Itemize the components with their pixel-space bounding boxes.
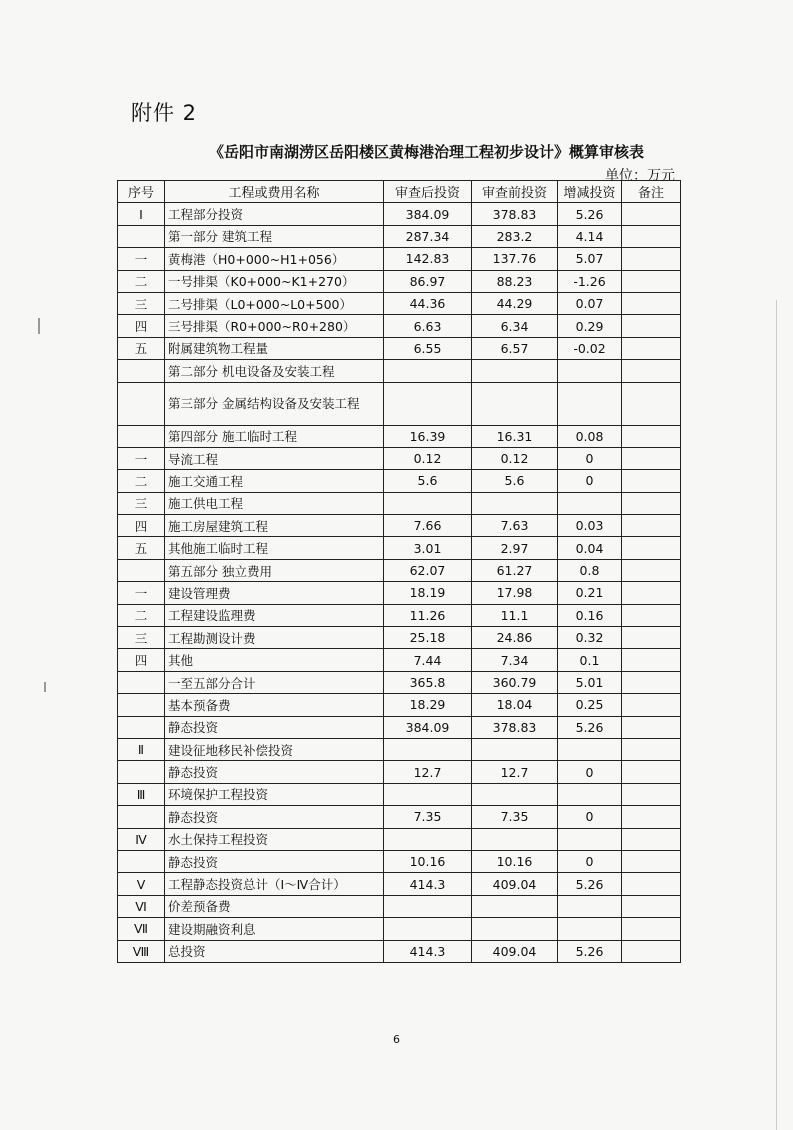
table-row [118,694,681,716]
table-row [118,671,681,693]
row-name: 第三部分 金属结构设备及安装工程 [165,382,384,425]
table-row [118,315,681,337]
row-before: 7.34 [472,649,558,671]
row-after: 10.16 [384,850,472,872]
row-after: 11.26 [384,604,472,626]
row-seq [118,716,165,738]
row-before: 12.7 [472,761,558,783]
row-change: 0.32 [558,627,622,649]
row-remark [622,895,681,917]
row-remark [622,806,681,828]
table-row [118,940,681,962]
row-change [558,918,622,940]
row-name: 建设期融资利息 [165,918,384,940]
row-after: 365.8 [384,671,472,693]
row-before: 137.76 [472,248,558,270]
row-change: 0.1 [558,649,622,671]
row-remark [622,671,681,693]
row-name: 其他施工临时工程 [165,537,384,559]
row-remark [622,292,681,314]
row-name: 一至五部分合计 [165,671,384,693]
table-row [118,382,681,425]
row-name: 第二部分 机电设备及安装工程 [165,360,384,382]
row-change: 0.04 [558,537,622,559]
row-change: 0 [558,470,622,492]
row-change: 4.14 [558,225,622,247]
table-body [118,203,681,963]
header-remark: 备注 [622,181,681,203]
row-remark [622,940,681,962]
row-seq: 二 [118,604,165,626]
row-seq: 五 [118,537,165,559]
row-remark [622,716,681,738]
row-remark [622,425,681,447]
row-before [472,492,558,514]
row-remark [622,337,681,359]
row-name: 工程部分投资 [165,203,384,225]
row-name: 静态投资 [165,806,384,828]
table-row [118,783,681,805]
row-change [558,783,622,805]
row-change [558,492,622,514]
row-change: 5.26 [558,873,622,895]
row-name: 二号排渠（L0+000~L0+500） [165,292,384,314]
row-remark [622,270,681,292]
row-change: 0.29 [558,315,622,337]
row-after [384,918,472,940]
row-before: 409.04 [472,940,558,962]
table-row [118,447,681,469]
row-remark [622,627,681,649]
row-after [384,492,472,514]
row-name: 建设征地移民补偿投资 [165,738,384,760]
row-remark [622,315,681,337]
row-name: 静态投资 [165,761,384,783]
row-before [472,382,558,425]
row-seq [118,225,165,247]
row-after: 6.63 [384,315,472,337]
row-remark [622,248,681,270]
row-seq: 二 [118,270,165,292]
row-name: 工程勘测设计费 [165,627,384,649]
table-row [118,716,681,738]
row-change: 0 [558,806,622,828]
row-after: 18.29 [384,694,472,716]
row-before [472,738,558,760]
row-remark [622,203,681,225]
row-remark [622,850,681,872]
row-before: 409.04 [472,873,558,895]
row-change: 0 [558,761,622,783]
row-seq: 一 [118,447,165,469]
row-name: 第一部分 建筑工程 [165,225,384,247]
row-change: 5.26 [558,940,622,962]
table-row [118,918,681,940]
row-after: 6.55 [384,337,472,359]
header-name: 工程或费用名称 [165,181,384,203]
row-remark [622,447,681,469]
row-name: 施工供电工程 [165,492,384,514]
row-before: 16.31 [472,425,558,447]
table-row [118,559,681,581]
row-change [558,895,622,917]
row-before: 0.12 [472,447,558,469]
table-row [118,828,681,850]
page-number: 6 [393,1033,400,1046]
row-before: 7.35 [472,806,558,828]
row-remark [622,225,681,247]
row-change: 0.03 [558,515,622,537]
row-seq: 一 [118,582,165,604]
row-seq: 四 [118,515,165,537]
row-seq [118,360,165,382]
row-seq [118,671,165,693]
row-after: 414.3 [384,873,472,895]
row-remark [622,515,681,537]
row-name: 建设管理费 [165,582,384,604]
row-name: 施工房屋建筑工程 [165,515,384,537]
row-change [558,360,622,382]
row-before: 11.1 [472,604,558,626]
table-row [118,738,681,760]
scan-mark [776,300,777,1130]
row-seq [118,850,165,872]
row-before: 360.79 [472,671,558,693]
row-remark [622,582,681,604]
row-after: 25.18 [384,627,472,649]
row-after: 18.19 [384,582,472,604]
table-row [118,337,681,359]
row-after: 0.12 [384,447,472,469]
row-after [384,738,472,760]
row-name: 黄梅港（H0+000~H1+056） [165,248,384,270]
table-row [118,873,681,895]
row-before: 18.04 [472,694,558,716]
row-change: -1.26 [558,270,622,292]
row-change: 5.01 [558,671,622,693]
table-row [118,492,681,514]
row-name: 工程建设监理费 [165,604,384,626]
table-header-row [118,181,681,203]
row-before: 44.29 [472,292,558,314]
row-after: 62.07 [384,559,472,581]
row-seq: 一 [118,248,165,270]
row-before: 283.2 [472,225,558,247]
table-row [118,627,681,649]
row-change: 0.07 [558,292,622,314]
row-name: 三号排渠（R0+000~R0+280） [165,315,384,337]
row-after: 16.39 [384,425,472,447]
row-remark [622,828,681,850]
row-change: 0 [558,850,622,872]
row-remark [622,537,681,559]
scan-mark [44,682,46,692]
row-remark [622,604,681,626]
row-remark [622,738,681,760]
row-after: 12.7 [384,761,472,783]
row-change [558,382,622,425]
row-remark [622,783,681,805]
row-before: 6.57 [472,337,558,359]
row-seq: 四 [118,649,165,671]
row-seq: 三 [118,492,165,514]
row-remark [622,382,681,425]
table-row [118,360,681,382]
row-remark [622,559,681,581]
row-name: 附属建筑物工程量 [165,337,384,359]
row-remark [622,918,681,940]
row-change: 0.21 [558,582,622,604]
row-name: 水土保持工程投资 [165,828,384,850]
row-before: 378.83 [472,203,558,225]
row-seq: 三 [118,292,165,314]
table-row [118,515,681,537]
row-before: 10.16 [472,850,558,872]
row-seq: Ⅰ [118,203,165,225]
row-before: 5.6 [472,470,558,492]
row-after: 7.44 [384,649,472,671]
row-name: 工程静态投资总计（Ⅰ～Ⅳ合计） [165,873,384,895]
row-seq: Ⅷ [118,940,165,962]
header-after: 审查后投资 [384,181,472,203]
header-before: 审查前投资 [472,181,558,203]
table-row [118,582,681,604]
table-row [118,248,681,270]
row-after: 287.34 [384,225,472,247]
row-name: 其他 [165,649,384,671]
table-row [118,806,681,828]
row-change: -0.02 [558,337,622,359]
row-seq: Ⅶ [118,918,165,940]
scan-mark [38,318,40,334]
row-change: 5.26 [558,716,622,738]
row-before: 2.97 [472,537,558,559]
table-row [118,895,681,917]
row-name: 第四部分 施工临时工程 [165,425,384,447]
table-row [118,292,681,314]
row-seq: Ⅵ [118,895,165,917]
row-seq: Ⅲ [118,783,165,805]
row-after: 86.97 [384,270,472,292]
row-name: 导流工程 [165,447,384,469]
row-after: 142.83 [384,248,472,270]
row-remark [622,761,681,783]
row-before [472,918,558,940]
row-before: 378.83 [472,716,558,738]
row-remark [622,470,681,492]
row-remark [622,873,681,895]
row-seq: Ⅴ [118,873,165,895]
row-before: 61.27 [472,559,558,581]
row-after: 44.36 [384,292,472,314]
row-change: 0.8 [558,559,622,581]
row-remark [622,492,681,514]
row-name: 价差预备费 [165,895,384,917]
row-seq: 三 [118,627,165,649]
table-row [118,604,681,626]
row-after: 7.66 [384,515,472,537]
row-seq [118,694,165,716]
row-before [472,360,558,382]
row-seq: Ⅱ [118,738,165,760]
header-seq: 序号 [118,181,165,203]
row-after [384,895,472,917]
row-after [384,828,472,850]
row-name: 一号排渠（K0+000~K1+270） [165,270,384,292]
row-name: 静态投资 [165,850,384,872]
row-after [384,783,472,805]
row-after: 5.6 [384,470,472,492]
table-row [118,470,681,492]
row-after: 3.01 [384,537,472,559]
row-change: 5.07 [558,248,622,270]
table-row [118,850,681,872]
row-after [384,360,472,382]
row-remark [622,649,681,671]
row-before [472,783,558,805]
table-row [118,649,681,671]
row-name: 总投资 [165,940,384,962]
row-change: 0.08 [558,425,622,447]
row-seq [118,425,165,447]
row-before: 88.23 [472,270,558,292]
row-seq [118,382,165,425]
row-change [558,828,622,850]
row-name: 第五部分 独立费用 [165,559,384,581]
row-change: 0.25 [558,694,622,716]
document-title: 《岳阳市南湖涝区岳阳楼区黄梅港治理工程初步设计》概算审核表 [208,143,644,161]
row-seq [118,806,165,828]
row-name: 静态投资 [165,716,384,738]
table-row [118,425,681,447]
table-row [118,225,681,247]
row-before: 7.63 [472,515,558,537]
row-change: 0.16 [558,604,622,626]
row-before [472,828,558,850]
row-seq: 五 [118,337,165,359]
unit-label: 单位：万元 [605,168,675,184]
budget-audit-table [117,180,681,963]
row-before: 17.98 [472,582,558,604]
row-before [472,895,558,917]
table-row [118,203,681,225]
row-name: 基本预备费 [165,694,384,716]
row-change [558,738,622,760]
row-after: 384.09 [384,716,472,738]
row-seq [118,559,165,581]
row-seq: 二 [118,470,165,492]
row-seq [118,761,165,783]
row-change: 5.26 [558,203,622,225]
table-row [118,537,681,559]
row-after [384,382,472,425]
table-row [118,761,681,783]
row-before: 6.34 [472,315,558,337]
header-change: 增减投资 [558,181,622,203]
row-remark [622,694,681,716]
row-name: 施工交通工程 [165,470,384,492]
row-before: 24.86 [472,627,558,649]
row-after: 414.3 [384,940,472,962]
row-remark [622,360,681,382]
attachment-label: 附件 2 [131,101,198,125]
row-seq: 四 [118,315,165,337]
table-row [118,270,681,292]
row-change: 0 [558,447,622,469]
row-name: 环境保护工程投资 [165,783,384,805]
row-after: 384.09 [384,203,472,225]
row-after: 7.35 [384,806,472,828]
row-seq: Ⅳ [118,828,165,850]
